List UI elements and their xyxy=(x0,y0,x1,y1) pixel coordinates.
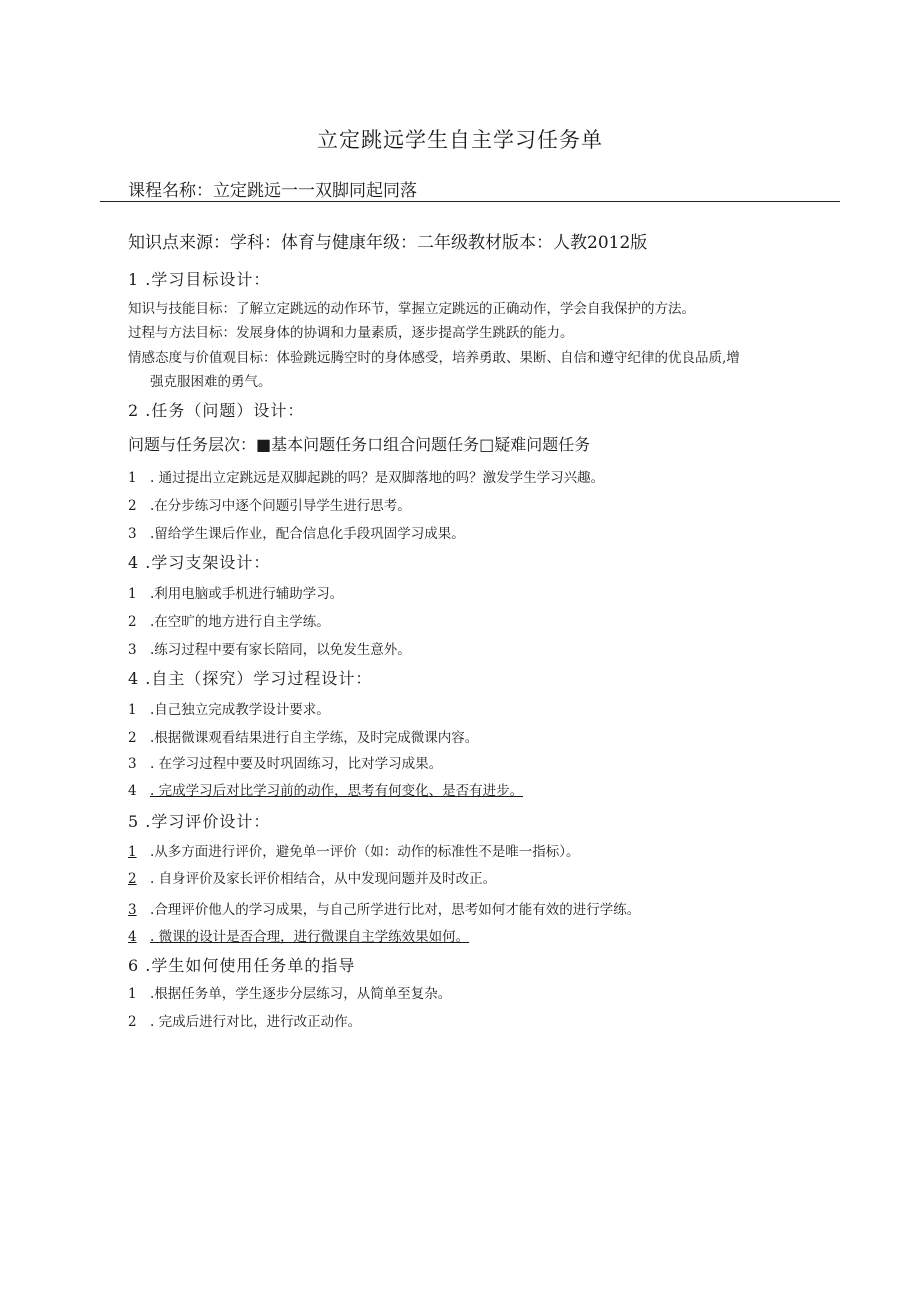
page-title: 立定跳远学生自主学习任务单 xyxy=(317,128,603,152)
section-heading-tasks: 2 .任务（问题）设计： xyxy=(128,401,305,420)
section-heading-scaffold: 4 .学习支架设计： xyxy=(128,553,271,572)
item-number: 2 xyxy=(128,614,137,630)
list-item xyxy=(128,867,496,887)
item-number: 3 xyxy=(128,756,137,772)
list-item xyxy=(128,494,411,514)
list-item xyxy=(128,1010,361,1030)
list-item xyxy=(128,638,411,658)
item-number: 2 xyxy=(128,1014,137,1030)
header-divider xyxy=(100,201,840,202)
item-number: 2 xyxy=(128,871,137,887)
item-number: 3 xyxy=(128,902,137,918)
item-number: 1 xyxy=(128,586,137,602)
list-item xyxy=(128,698,330,718)
item-text: .合理评价他人的学习成果，与自己所学进行比对，思考如何才能有效的进行学练。 xyxy=(150,902,641,918)
list-item xyxy=(128,726,478,746)
item-number: 1 xyxy=(128,844,137,860)
section-heading-objectives: 1 .学习目标设计： xyxy=(128,270,271,289)
item-text: .自己独立完成教学设计要求。 xyxy=(150,702,330,718)
item-number: 1 xyxy=(128,702,137,718)
objective-attitude-continued: 强克服困难的勇气。 xyxy=(150,374,272,390)
list-item xyxy=(128,466,604,486)
list-item xyxy=(128,752,442,772)
item-number: 2 xyxy=(128,498,137,514)
item-number: 3 xyxy=(128,526,137,542)
item-text: .从多方面进行评价，避免单一评价（如：动作的标准性不是唯一指标）。 xyxy=(150,844,580,860)
item-text: . 通过提出立定跳远是双脚起跳的吗？是双脚落地的吗？激发学生学习兴趣。 xyxy=(150,470,605,486)
item-number: 1 xyxy=(128,986,137,1002)
item-number: 4 xyxy=(128,929,137,945)
objective-knowledge: 知识与技能目标：了解立定跳远的动作环节，掌握立定跳远的正确动作，学会自我保护的方法。 xyxy=(128,301,695,317)
item-text: .利用电脑或手机进行辅助学习。 xyxy=(150,586,344,602)
objective-attitude: 情感态度与价值观目标：体验跳远腾空时的身体感受，培养勇敢、果断、自信和遵守纪律的优良品质,增 xyxy=(128,350,740,366)
item-text: . 完成学习后对比学习前的动作，思考有何变化、是否有进步。 xyxy=(150,783,524,799)
item-text: . 自身评价及家长评价相结合，从中发现问题并及时改正。 xyxy=(150,871,497,887)
item-text: .在分步练习中逐个问题引导学生进行思考。 xyxy=(150,498,411,514)
item-text: . 微课的设计是否合理，进行微课自主学练效果如何。 xyxy=(150,929,470,945)
item-number: 2 xyxy=(128,730,137,746)
item-text: .留给学生课后作业，配合信息化手段巩固学习成果。 xyxy=(150,526,465,542)
list-item xyxy=(128,925,469,945)
section-heading-process: 4 .自主（探究）学习过程设计： xyxy=(128,669,373,688)
objective-process: 过程与方法目标：发展身体的协调和力量素质，逐步提高学生跳跃的能力。 xyxy=(128,325,574,341)
item-text: .根据任务单，学生逐步分层练习，从简单至复杂。 xyxy=(150,986,452,1002)
list-item xyxy=(128,582,343,602)
item-number: 3 xyxy=(128,642,137,658)
item-text: .根据微课观看结果进行自主学练，及时完成微课内容。 xyxy=(150,730,479,746)
item-text: . 完成后进行对比，进行改正动作。 xyxy=(150,1014,362,1030)
knowledge-source: 知识点来源：学科：体育与健康年级：二年级教材版本：人教2012版 xyxy=(128,233,648,253)
section-heading-guidance: 6 .学生如何使用任务单的指导 xyxy=(128,956,356,975)
item-text: .练习过程中要有家长陪同，以免发生意外。 xyxy=(150,642,411,658)
course-name: 课程名称：立定跳远一一双脚同起同落 xyxy=(128,181,417,201)
item-number: 4 xyxy=(128,783,137,799)
task-levels: 问题与任务层次：■基本问题任务口组合问题任务□疑难问题任务 xyxy=(128,435,591,454)
list-item xyxy=(128,522,465,542)
item-text: . 在学习过程中要及时巩固练习，比对学习成果。 xyxy=(150,756,443,772)
list-item xyxy=(128,610,330,630)
section-heading-evaluation: 5 .学习评价设计： xyxy=(128,812,271,831)
list-item xyxy=(128,982,451,1002)
list-item xyxy=(128,779,523,799)
list-item xyxy=(128,840,580,860)
list-item xyxy=(128,898,640,918)
item-number: 1 xyxy=(128,470,137,486)
item-text: .在空旷的地方进行自主学练。 xyxy=(150,614,330,630)
